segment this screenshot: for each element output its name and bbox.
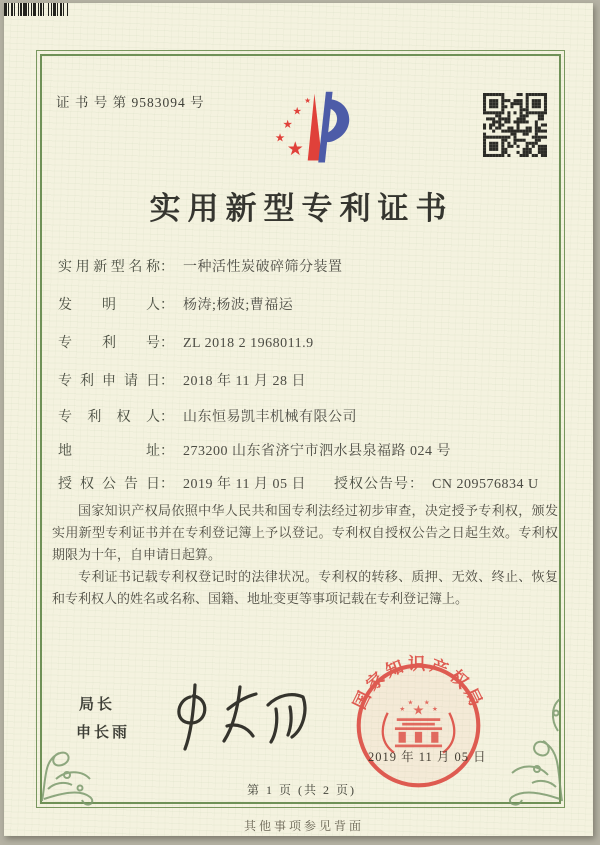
field-row-name — [58, 256, 553, 278]
grant-date-value: 2019 年 11 月 05 日 — [183, 477, 306, 492]
field-colon: ： — [160, 374, 174, 389]
field-label: 实用新型名称 — [58, 260, 160, 275]
field-value: 一种活性炭破碎筛分装置 — [183, 260, 343, 275]
field-label: 专利号 — [58, 336, 160, 351]
svg-text:★: ★ — [412, 702, 425, 718]
field-value: ZL 2018 2 1968011.9 — [183, 336, 314, 351]
field-label: 地址 — [58, 444, 160, 459]
qr-code — [483, 93, 547, 157]
field-colon: ： — [409, 477, 423, 492]
signature-shen-changyu — [166, 681, 316, 755]
signer-name: 申长雨 — [76, 724, 131, 741]
grant-number-pair — [334, 473, 539, 493]
grant-number-label: 授权公告号 — [334, 477, 409, 492]
certificate-title: 实用新型专利证书 — [149, 191, 454, 226]
seal-org-text: 国家知识产权局 — [349, 654, 488, 713]
field-label: 专利权人 — [58, 410, 160, 425]
page-number: 第 1 页 (共 2 页) — [247, 783, 356, 797]
seal-date: 2019 年 11 月 05 日 — [368, 750, 487, 764]
field-colon: ： — [160, 410, 174, 425]
svg-text:★: ★ — [399, 706, 406, 713]
cnipa-logo-icon — [254, 86, 350, 172]
field-row-patent-number — [58, 332, 553, 354]
field-label: 发明人 — [58, 298, 160, 313]
field-value: 273200 山东省济宁市泗水县泉福路 024 号 — [183, 444, 451, 459]
svg-text:★: ★ — [407, 699, 414, 707]
legal-text — [52, 500, 558, 610]
svg-text:★: ★ — [304, 96, 312, 106]
signer-title: 局长 — [79, 696, 116, 713]
certificate-number: 证 书 号 第 9583094 号 — [56, 95, 205, 110]
field-value: 2018 年 11 月 28 日 — [183, 374, 306, 389]
legal-paragraph-1: 国家知识产权局依照中华人民共和国专利法经过初步审查，决定授予专利权，颁发实用新型专利证书并在专利登记簿上予以登记。专利权自授权公告之日起生效。专利权期限为十年，自申请日起算。 — [52, 503, 558, 562]
field-row-address — [58, 440, 553, 462]
field-row-inventors — [58, 294, 553, 316]
official-seal — [346, 653, 491, 798]
grant-date-label: 授权公告日 — [58, 477, 160, 492]
field-colon: ： — [160, 298, 174, 313]
back-side-note: 其他事项参见背面 — [243, 819, 364, 833]
field-colon: ： — [160, 336, 174, 351]
field-colon: ： — [160, 477, 174, 492]
field-row-grant — [58, 473, 553, 495]
svg-text:★: ★ — [431, 706, 438, 713]
barcode — [4, 3, 156, 16]
svg-text:★: ★ — [286, 138, 304, 160]
field-value: 山东恒易凯丰机械有限公司 — [183, 410, 357, 425]
legal-paragraph-2: 专利证书记载专利权登记时的法律状况。专利权的转移、质押、无效、终止、恢复和专利权人的姓名或名称、国籍、地址变更等事项记载在专利登记簿上。 — [52, 569, 558, 606]
field-label: 专利申请日 — [58, 374, 160, 389]
svg-text:★: ★ — [274, 132, 286, 145]
svg-text:★: ★ — [292, 106, 302, 118]
svg-text:★: ★ — [423, 699, 430, 707]
field-row-filing-date — [58, 370, 553, 392]
field-row-patentee — [58, 406, 553, 428]
grant-number-value: CN 209576834 U — [432, 477, 539, 492]
field-value: 杨涛;杨波;曹福运 — [183, 298, 294, 313]
field-colon: ： — [160, 260, 174, 275]
field-colon: ： — [160, 444, 174, 459]
svg-text:★: ★ — [282, 119, 293, 132]
certificate-paper — [4, 3, 593, 836]
